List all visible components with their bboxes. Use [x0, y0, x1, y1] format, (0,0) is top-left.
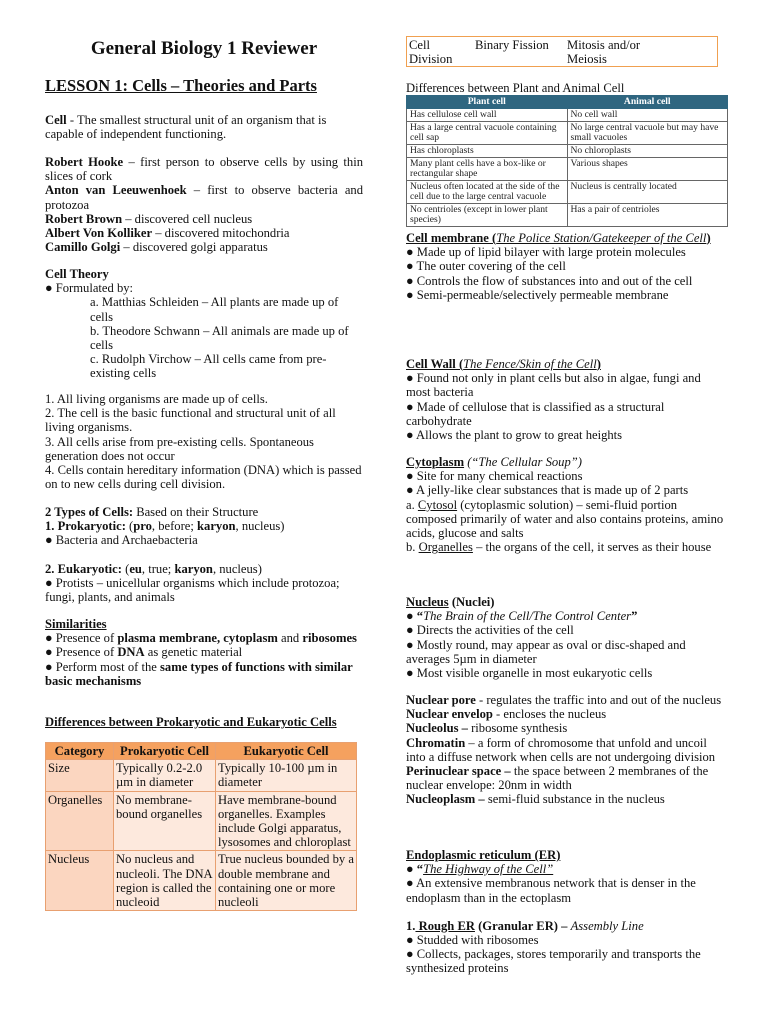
- cell-division-table: [406, 36, 718, 67]
- pe-table-heading: Differences between Prokaryotic and Eukaryotic Cells: [45, 715, 337, 729]
- cytoplasm-section: Cytoplasm (“The Cellular Soup”) ● Site for many chemical reactions ● A jelly-like clear substances that is made up of 2 parts a. Cytosol (cytoplasmic solution) – semi-fluid portion composed primarily of water and also contains proteins, amino acids, glucose and salts b. Organelles – the organs of the cell, it serves as their house: [406, 455, 724, 555]
- table-row: Size Typically 0.2-2.0 µm in diameter Typically 10-100 µm in diameter: [46, 760, 357, 791]
- table-row: Many plant cells have a box-like or rectangular shape Various shapes: [407, 158, 728, 181]
- page-title: General Biology 1 Reviewer: [90, 38, 318, 59]
- table-row: Has cellulose cell wall No cell wall: [407, 109, 728, 122]
- lesson-heading: LESSON 1: Cells – Theories and Parts: [45, 76, 317, 95]
- nucleus-section: Nucleus (Nuclei) ● “The Brain of the Cell/The Control Center” ● Directs the activities of the cell ● Mostly round, may appear as oval or disc-shaped and averages 5µm in diameter ● Most visible organelle in most eukaryotic cells: [406, 595, 686, 681]
- similarities: Similarities ● Presence of plasma membrane, cytoplasm and ribosomes ● Presence of DNA as genetic material ● Perform most of the same types of functions with similar basic mechanisms: [45, 617, 357, 688]
- table-header: Prokaryotic Cell: [114, 743, 216, 760]
- table-header: Animal cell: [567, 96, 728, 109]
- table-row: Nucleus No nucleus and nucleoli. The DNA region is called the nucleoid True nucleus bounded by a double membrane and containing one or more nucleoli: [46, 851, 357, 911]
- prokaryotic-eukaryotic-table: [45, 742, 357, 911]
- er-section: Endoplasmic reticulum (ER) ● “The Highway of the Cell” ● An extensive membranous network that is denser in the endoplasm than in the ectoplasm 1. Rough ER (Granular ER) – Assembly Line ● Studded with ribosomes ● Collects, packages, stores temporarily and transports the synthesized proteins: [406, 848, 701, 976]
- cell-wall-section: Cell Wall (The Fence/Skin of the Cell) ● Found not only in plant cells but also in algae, fungi and most bacteria ● Made of cellulose that is classified as a structural carbohydrate ● Allows the plant to grow to great heights: [406, 357, 701, 443]
- table-header: Plant cell: [407, 96, 568, 109]
- cell-theory-tenets: 1. All living organisms are made up of cells. 2. The cell is the basic functional and structural unit of all living organisms. 3. All cells arise from pre-existing cells. Spontaneous generation does not occur 4. Cells contain hereditary information (DNA) which is passed on to new cells during cell division.: [45, 392, 362, 492]
- division-cell: Cell Division: [409, 38, 453, 66]
- cell-types: 2 Types of Cells: Based on their Structure 1. Prokaryotic: (pro, before; karyon, nucleus) ● Bacteria and Archaebacteria 2. Eukaryotic: (eu, true; karyon, nucleus) ● Protists – unicellular organisms which include protozoa; fungi, plants, and animals: [45, 505, 340, 605]
- plant-animal-table: [406, 95, 728, 227]
- pa-table-heading: Differences between Plant and Animal Cell: [406, 81, 625, 95]
- table-row: No centrioles (except in lower plant species) Has a pair of centrioles: [407, 204, 728, 227]
- table-row: Organelles No membrane-bound organelles Have membrane-bound organelles. Examples include Golgi apparatus, lysosomes and chloroplast: [46, 791, 357, 851]
- table-header: Eukaryotic Cell: [216, 743, 357, 760]
- division-cell: Binary Fission: [475, 38, 549, 52]
- table-header: Category: [46, 743, 114, 760]
- cell-theory: Cell Theory ● Formulated by: a. Matthias Schleiden – All plants are made up of cells b. Theodore Schwann – All animals are made up of cells c. Rudolph Virchow – All cells came from pre-existing cells: [45, 267, 349, 381]
- table-row: Has chloroplasts No chloroplasts: [407, 145, 728, 158]
- table-row: Has a large central vacuole containing cell sap No large central vacuole but may have small vacuoles: [407, 122, 728, 145]
- cell-membrane-section: Cell membrane (The Police Station/Gatekeeper of the Cell) ● Made up of lipid bilayer with large protein molecules ● The outer covering of the cell ● Controls the flow of substances into and out of the cell ● Semi-permeable/selectively permeable membrane: [406, 231, 711, 302]
- table-row: Nucleus often located at the side of the cell due to the large central vacuole Nucleus is centrally located: [407, 181, 728, 204]
- cell-definition: Cell - The smallest structural unit of an organism that is capable of independent functioning.: [45, 113, 327, 142]
- division-cell: Mitosis and/or Meiosis: [567, 38, 641, 66]
- nucleus-parts: Nuclear pore - regulates the traffic into and out of the nucleus Nuclear envelop - encloses the nucleus Nucleolus – ribosome synthesis Chromatin – a form of chromosome that unfold and uncoil into a diffuse network when cells are not undergoing division Perinuclear space – the space between 2 membranes of the nuclear envelope: 20nm in width Nucleoplasm – semi-fluid substance in the nucleus: [406, 693, 722, 807]
- scientists-list: Robert Hooke – first person to observe cells by using thin slices of cork Anton van Leeuwenhoek – first to observe bacteria and protozoa Robert Brown – discovered cell nucleus Albert Von Kolliker – discovered mitochondria Camillo Golgi – discovered golgi apparatus: [45, 155, 363, 255]
